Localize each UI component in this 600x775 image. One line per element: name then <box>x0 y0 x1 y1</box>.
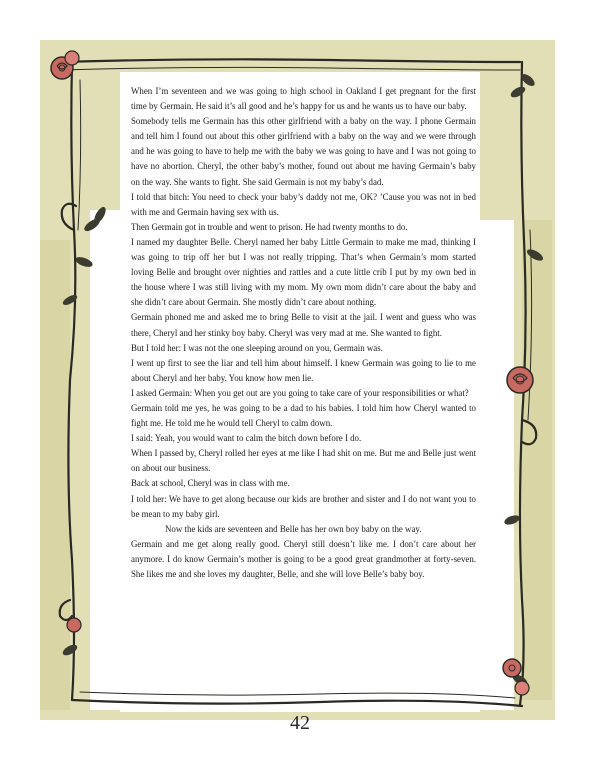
paragraph: I said: Yeah, you would want to calm the bitch down before I do. <box>131 433 362 444</box>
paragraph: Back at school, Cheryl was in class with me. <box>131 478 290 489</box>
paragraph: When I’m seventeen and we was going to high school in Oakland I get pregnant for the first time by Germain. He said it’s all good and he’s happy for us and he wants us to have our baby. <box>131 86 476 112</box>
page-number: 42 <box>290 712 310 734</box>
paragraph: Then Germain got in trouble and went to prison. He had twenty months to do. <box>131 221 408 232</box>
paragraph: Somebody tells me Germain has this other girlfriend with a baby on the way. I phone Germain and tell him I found out about this other girlfriend with a baby on the way and we were through and he was going to have to help me with the baby we was going to have and I was not going to have no abortion. Cheryl, the other baby’s mother, found out about me having Germain’s baby on the way. She wants to fight. She said Germain is not my baby’s dad. <box>131 116 476 187</box>
story-text <box>131 84 476 582</box>
paragraph: Now the kids are seventeen and Belle has her own boy baby on the way. <box>165 523 422 534</box>
paragraph: I told that bitch: You need to check your baby’s daddy not me, OK? ’Cause you was not in bed with me and Germain having sex with us. <box>131 191 476 217</box>
paragraph: I went up first to see the liar and tell him about himself. I knew Germain was going to lie to me about Cheryl and her baby. You know how men lie. <box>131 357 476 383</box>
paragraph: I told her: We have to get along because our kids are brother and sister and I do not want you to be mean to my baby girl. <box>131 493 476 519</box>
paragraph: I named my daughter Belle. Cheryl named her baby Little Germain to make me mad, thinking I was going to trip off her but I was not really tripping. That’s when Germain’s mom started loving Belle and brought over nighties and rattles and a cute little crib I put by my own bed in the house where I was still living with my mom. My own mom didn’t care about the baby and she didn’t care about Germain. She mostly didn’t care about nothing. <box>131 236 476 308</box>
paragraph: Germain and me get along really good. Cheryl still doesn’t like me. I don’t care about her anymore. I do know Germain’s mother is going to be a good great grandmother at forty-seven. She likes me and she loves my daughter, Belle, and she will love Belle’s baby boy. <box>131 538 476 579</box>
paragraph: I asked Germain: When you get out are you going to take care of your responsibilities or what? <box>131 387 469 398</box>
paragraph: Germain phoned me and asked me to bring Belle to visit at the jail. I went and guess who was there, Cheryl and her stinky boy baby. Cheryl was very mad at me. She wanted to fight. <box>131 312 476 338</box>
paragraph: When I passed by, Cheryl rolled her eyes at me like I had shit on me. But me and Belle just went on about our business. <box>131 448 476 474</box>
paragraph: Germain told me yes, he was going to be a dad to his babies. I told him how Cheryl wanted to fight me. He told me he would tell Cheryl to calm down. <box>131 402 476 429</box>
paragraph: But I told her: I was not the one sleeping around on you, Germain was. <box>131 342 383 353</box>
